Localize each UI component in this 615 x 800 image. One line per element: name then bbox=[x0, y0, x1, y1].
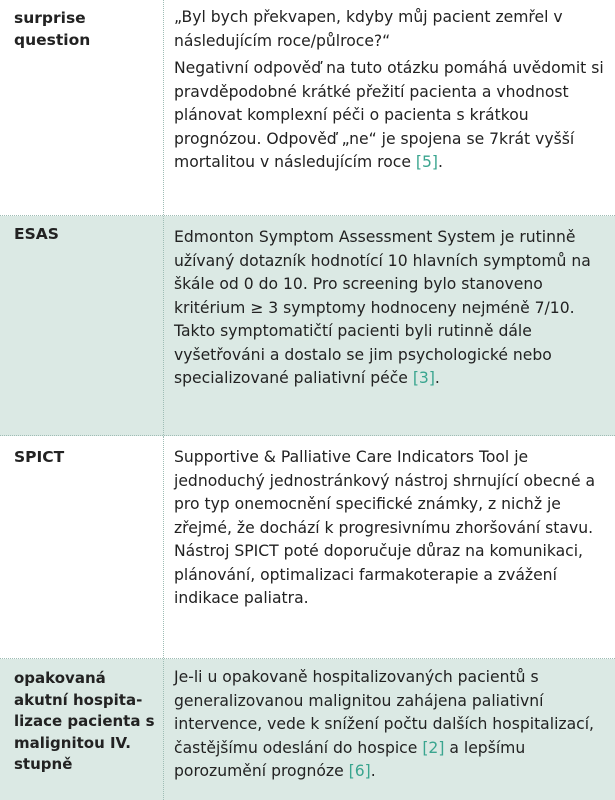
description-text: Edmonton Symptom Assessment System je rutinně užívaný dotazník hodnotící 10 hlavních symptomů na škále od 0 do 10. Pro screening bylo stanoveno kritérium ≥ 3 symptomy hodnoceny nejméně 7/10. Takto symptomatičtí pacienti byli rutinně dále vyšetřováni a dostalo se jim psychologické nebo specializované paliativní péče bbox=[174, 228, 591, 387]
reference-link[interactable]: [6] bbox=[348, 762, 371, 780]
row-label: opakovaná akutní hospita-lizace pacienta s malignitou IV. stupně bbox=[0, 659, 164, 800]
row-description bbox=[174, 659, 607, 784]
reference-link[interactable]: [3] bbox=[412, 369, 435, 387]
reference-link[interactable]: [5] bbox=[415, 153, 438, 171]
row-description bbox=[174, 0, 607, 175]
sentence-end: . bbox=[434, 369, 440, 387]
row-label: SPICT bbox=[0, 436, 164, 658]
description-text-a: Je-li u opakovaně hospitalizovaných pacientů s generalizovanou malignitou zahájena paliativní intervence, vede k snížení počtu dalších hospitalizací, častějšímu odeslání do hospice bbox=[174, 668, 595, 757]
explanation-text: Negativní odpověď na tuto otázku pomáhá uvědomit si pravděpodobné krátké přežití pacienta a vhodnost plánovat komplexní péči o pacienta s krátkou prognózou. Odpověď „ne“ je spojena se 7krát vyšší mortalitou v následujícím roce bbox=[174, 59, 604, 171]
row-description bbox=[174, 436, 607, 611]
explanation-paragraph bbox=[174, 57, 607, 175]
description-paragraph bbox=[174, 226, 607, 391]
row-description bbox=[174, 216, 607, 391]
reference-link[interactable]: [2] bbox=[422, 738, 445, 757]
description-paragraph bbox=[174, 666, 607, 784]
table-row-spict bbox=[0, 436, 615, 659]
table-row-hospitalization bbox=[0, 659, 615, 800]
quoted-question: „Byl bych překvapen, kdyby můj pacient zemřel v následujícím roce/půlroce?“ bbox=[174, 8, 563, 50]
table-row-esas bbox=[0, 216, 615, 436]
description-text-b: a lepšímu porozumění prognóze bbox=[174, 738, 526, 780]
row-label: ESAS bbox=[0, 216, 164, 435]
description-paragraph: Supportive & Palliative Care Indicators Tool je jednoduchý jednostránkový nástroj shrnující obecné a pro typ onemocnění specifické známky, z nichž je zřejmé, že dochází k progresivnímu zhoršování stavu. Nástroj SPICT poté doporučuje důraz na komunikaci, plánování, optimalizaci farmakoterapie a zvážení indikace paliatra. bbox=[174, 448, 596, 607]
sentence-end: . bbox=[370, 762, 376, 780]
row-label: surprise question bbox=[0, 0, 164, 215]
table-row-surprise-question bbox=[0, 0, 615, 216]
sentence-end: . bbox=[437, 153, 443, 171]
